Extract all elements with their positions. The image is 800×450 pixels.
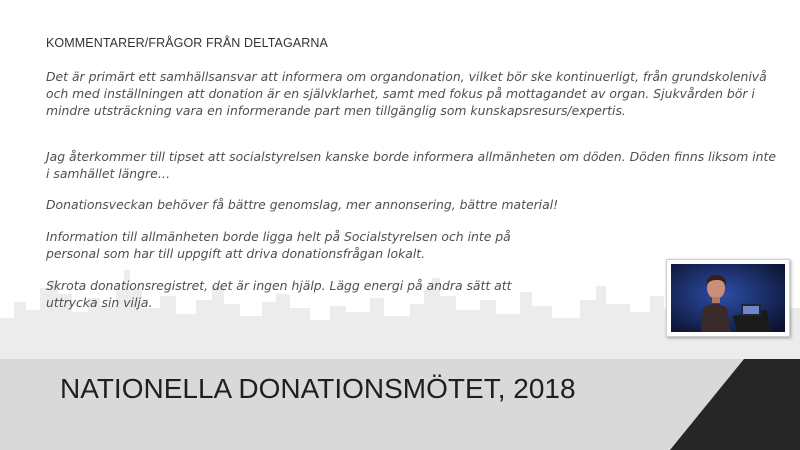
comment-2: Jag återkommer till tipset att socialstyrelsen kanske borde informera allmänheten om döden. Döden finns liksom inte i samhället längre… [46,149,777,181]
comment-1: Det är primärt ett samhällsansvar att informera om organdonation, vilket bör ske kontinuerligt, från grundskolenivå och med inställningen att donation är en självklarhet, samt med fokus på mottagandet av organ. Sjukvården bör i mindre utsträckning vara en informerande part men tillgänglig som kunskapsresurs/expertis. [46,69,767,118]
footer-band [0,359,800,450]
speaker-video-icon [671,264,785,332]
comment-3: Donationsveckan behöver få bättre genomslag, mer annonsering, bättre material! [46,197,559,212]
comment-4: Information till allmänheten borde ligga helt på Socialstyrelsen och inte på personal som har till uppgift att driva donationsfrågan lokalt. [46,229,511,261]
corner-decoration [670,359,800,450]
footer-title: NATIONELLA DONATIONSMÖTET, 2018 [60,373,576,404]
speaker-video-thumbnail[interactable] [666,259,790,337]
comment-5: Skrota donationsregistret, det är ingen hjälp. Lägg energi på andra sätt att uttrycka sin vilja. [46,278,512,310]
slide-heading: KOMMENTARER/FRÅGOR FRÅN DELTAGARNA [46,36,328,50]
